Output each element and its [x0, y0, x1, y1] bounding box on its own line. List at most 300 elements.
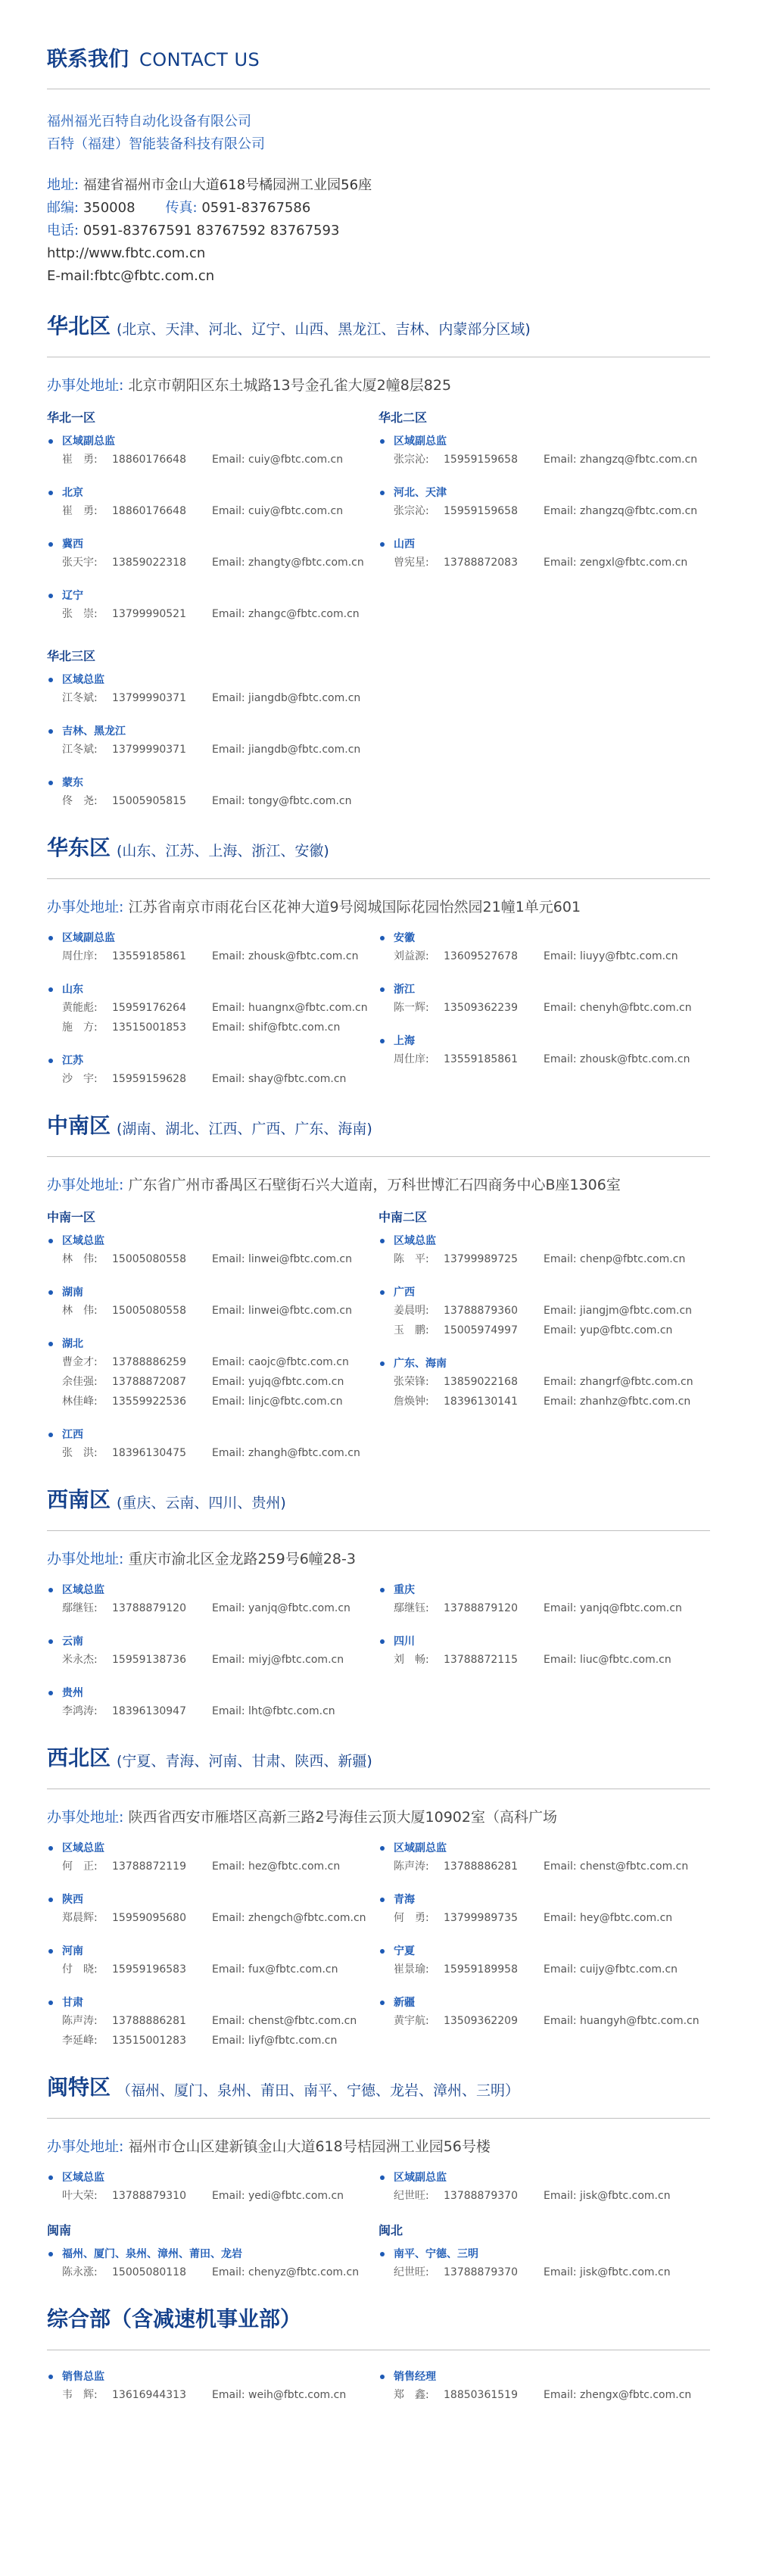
- person-phone: 13788879120: [444, 1602, 518, 1614]
- area-title: 重庆: [378, 1582, 710, 1598]
- person-phone: 15959196583: [112, 1963, 186, 1976]
- contact-entry: [378, 981, 710, 1018]
- contact-entry: [47, 2246, 378, 2282]
- person-email[interactable]: Email: miyj@fbtc.com.cn: [212, 1654, 344, 1666]
- person-row: [47, 2263, 378, 2282]
- person-name: 付 晓:: [62, 1963, 98, 1976]
- person-name: 曹金才:: [62, 1356, 98, 1368]
- person-row: [378, 1321, 710, 1340]
- person-row: [47, 2011, 378, 2031]
- person-phone: 13799989735: [444, 1912, 518, 1924]
- person-row: [378, 1908, 710, 1928]
- person-email[interactable]: Email: huangnx@fbtc.com.cn: [212, 1002, 368, 1014]
- contact-entry: [47, 672, 378, 708]
- postcode-label: 邮编:: [47, 200, 79, 216]
- person-email[interactable]: Email: jiangdb@fbtc.com.cn: [212, 692, 361, 704]
- area-title: 贵州: [47, 1685, 378, 1701]
- contact-entry: [47, 433, 378, 469]
- person-row: [378, 2011, 710, 2031]
- person-phone: 15005974997: [444, 1324, 518, 1336]
- person-email[interactable]: Email: linjc@fbtc.com.cn: [212, 1396, 343, 1408]
- area-title: 区域副总监: [47, 433, 378, 450]
- region-name: 综合部（含减速机事业部）: [47, 2306, 302, 2331]
- person-phone: 13859022168: [444, 1376, 518, 1388]
- contact-entry: [47, 1284, 378, 1321]
- person-name: 鄢继钰:: [394, 1602, 429, 1614]
- subregion-title: 闽南: [47, 2223, 72, 2238]
- contact-entry: [47, 485, 378, 521]
- area-title: 湖北: [47, 1336, 378, 1352]
- area-title: 区域副总监: [378, 433, 710, 450]
- region-provinces: (重庆、云南、四川、贵州): [117, 1495, 286, 1511]
- contact-entry: [47, 1233, 378, 1269]
- person-email[interactable]: Email: caojc@fbtc.com.cn: [212, 1356, 349, 1368]
- contact-entry: [47, 981, 378, 1037]
- person-phone: 15959189958: [444, 1963, 518, 1976]
- person-phone: 13788879370: [444, 2190, 518, 2202]
- person-email[interactable]: Email: liuyy@fbtc.com.cn: [544, 950, 678, 962]
- person-email[interactable]: Email: lht@fbtc.com.cn: [212, 1705, 335, 1717]
- person-name: 崔景瑜:: [394, 1963, 429, 1976]
- company-names: [47, 111, 710, 156]
- person-name: 黄宇航:: [394, 2015, 429, 2027]
- person-email[interactable]: Email: shay@fbtc.com.cn: [212, 1073, 347, 1085]
- person-name: 张宗沁:: [394, 454, 429, 466]
- person-email[interactable]: Email: jisk@fbtc.com.cn: [544, 2190, 671, 2202]
- contact-entry: [378, 1891, 710, 1928]
- region-zonghe: [47, 2297, 710, 2420]
- region-name: 西北区: [47, 1745, 111, 1770]
- person-email[interactable]: Email: zhengx@fbtc.com.cn: [544, 2389, 692, 2401]
- person-name: 鄢继钰:: [62, 1602, 98, 1614]
- person-row: [47, 2385, 378, 2405]
- person-phone: 18860176648: [112, 454, 186, 466]
- person-row: [378, 947, 710, 966]
- area-title: 河北、天津: [378, 485, 710, 501]
- person-phone: 13616944313: [112, 2389, 186, 2401]
- area-title: 新疆: [378, 1994, 710, 2011]
- person-phone: 13559185861: [112, 950, 186, 962]
- person-email[interactable]: Email: liyf@fbtc.com.cn: [212, 2035, 338, 2047]
- person-email[interactable]: Email: yujq@fbtc.com.cn: [212, 1376, 344, 1388]
- person-phone: 15005080558: [112, 1253, 186, 1265]
- person-row: [47, 1069, 378, 1089]
- website-link[interactable]: http://www.fbtc.com.cn: [47, 245, 206, 261]
- person-email[interactable]: Email: zhangty@fbtc.com.cn: [212, 557, 364, 569]
- person-row: [47, 2031, 378, 2051]
- person-row: [47, 1352, 378, 1372]
- area-title: 销售总监: [47, 2369, 378, 2385]
- region-xinan: [47, 1478, 710, 1736]
- person-name: 施 方:: [62, 1021, 98, 1034]
- person-name: 崔 勇:: [62, 505, 98, 517]
- person-email[interactable]: Email: zhangh@fbtc.com.cn: [212, 1447, 360, 1459]
- person-phone: 13788886259: [112, 1356, 186, 1368]
- person-phone: 13799989725: [444, 1253, 518, 1265]
- contact-entry: [47, 1943, 378, 1979]
- subregion-title: 华北三区: [47, 649, 96, 663]
- person-phone: 15959159658: [444, 454, 518, 466]
- person-phone: 15005905815: [112, 795, 186, 807]
- area-title: 蒙东: [47, 775, 378, 791]
- person-name: 张天宇:: [62, 557, 98, 569]
- contact-entry: [378, 1633, 710, 1670]
- person-row: [378, 1650, 710, 1670]
- person-name: 崔 勇:: [62, 454, 98, 466]
- contact-entry: [47, 1840, 378, 1876]
- person-row: [47, 688, 378, 708]
- area-title: 安徽: [378, 930, 710, 947]
- contact-entry: [47, 775, 378, 811]
- person-email[interactable]: Email: zhanhz@fbtc.com.cn: [544, 1396, 691, 1408]
- office-label: 办事处地址:: [47, 1177, 124, 1193]
- region-name: 华北区: [47, 313, 111, 338]
- fax-label: 传真:: [165, 200, 198, 216]
- person-phone: 13788886281: [444, 1860, 518, 1873]
- person-phone: 15005080558: [112, 1305, 186, 1317]
- person-row: [378, 450, 710, 469]
- person-name: 周仕庠:: [62, 950, 98, 962]
- area-title: 广西: [378, 1284, 710, 1301]
- contact-entry: [378, 1233, 710, 1269]
- person-phone: 13859022318: [112, 557, 186, 569]
- person-row: [47, 2186, 378, 2206]
- person-email[interactable]: Email: tongy@fbtc.com.cn: [212, 795, 352, 807]
- person-row: [47, 1443, 378, 1463]
- region-name: 西南区: [47, 1487, 111, 1512]
- person-name: 黄能彪:: [62, 1002, 98, 1014]
- person-row: [378, 2263, 710, 2282]
- person-name: 佟 尧:: [62, 795, 98, 807]
- office-address: 北京市朝阳区东土城路13号金孔雀大厦2幢8层825: [128, 377, 452, 394]
- person-email[interactable]: Email: jiangjm@fbtc.com.cn: [544, 1305, 693, 1317]
- person-email[interactable]: Email: zhousk@fbtc.com.cn: [212, 950, 359, 962]
- person-row: [378, 553, 710, 572]
- contact-entry: [378, 1840, 710, 1876]
- office-label: 办事处地址:: [47, 2138, 124, 2155]
- contact-entry: [378, 1582, 710, 1618]
- person-row: [378, 1372, 710, 1392]
- person-email[interactable]: Email: hey@fbtc.com.cn: [544, 1912, 673, 1924]
- person-name: 韦 辉:: [62, 2389, 98, 2401]
- area-title: 区域副总监: [378, 2169, 710, 2186]
- person-row: [378, 2385, 710, 2405]
- person-phone: 15959159658: [444, 505, 518, 517]
- contact-entry: [47, 536, 378, 572]
- person-phone: 13799990521: [112, 608, 186, 620]
- person-phone: 13788886281: [112, 2015, 186, 2027]
- person-email[interactable]: Email: huangyh@fbtc.com.cn: [544, 2015, 699, 2027]
- person-email[interactable]: Email: hez@fbtc.com.cn: [212, 1860, 341, 1873]
- subregion-title: 中南一区: [47, 1210, 96, 1224]
- person-email[interactable]: Email: weih@fbtc.com.cn: [212, 2389, 347, 2401]
- person-email[interactable]: Email: cuiy@fbtc.com.cn: [212, 505, 344, 517]
- person-row: [47, 1018, 378, 1037]
- person-email[interactable]: Email: chenst@fbtc.com.cn: [212, 2015, 357, 2027]
- person-name: 刘益源:: [394, 950, 429, 962]
- contact-entry: [47, 1427, 378, 1463]
- person-email[interactable]: Email: zhangzq@fbtc.com.cn: [544, 505, 698, 517]
- person-name: 郑晨辉:: [62, 1912, 98, 1924]
- person-row: [378, 1960, 710, 1979]
- person-name: 沙 宇:: [62, 1073, 98, 1085]
- region-xibei: [47, 1736, 710, 2066]
- person-name: 江冬斌:: [62, 692, 98, 704]
- person-phone: 15959176264: [112, 1002, 186, 1014]
- person-email[interactable]: Email: zhousk@fbtc.com.cn: [544, 1053, 690, 1065]
- person-name: 米永杰:: [62, 1654, 98, 1666]
- person-phone: 13788879120: [112, 1602, 186, 1614]
- area-title: 南平、宁德、三明: [378, 2246, 710, 2263]
- person-phone: 13559185861: [444, 1053, 518, 1065]
- person-phone: 13799990371: [112, 744, 186, 756]
- area-title: 陕西: [47, 1891, 378, 1908]
- person-email[interactable]: Email: linwei@fbtc.com.cn: [212, 1253, 352, 1265]
- person-email[interactable]: Email: yedi@fbtc.com.cn: [212, 2190, 344, 2202]
- contact-entry: [378, 1943, 710, 1979]
- office-address: 广东省广州市番禺区石壁街石兴大道南，万科世博汇石四商务中心B座1306室: [128, 1177, 621, 1193]
- subregion-title: 华北二区: [378, 410, 428, 425]
- person-phone: 13509362209: [444, 2015, 518, 2027]
- person-phone: 13788872083: [444, 557, 518, 569]
- person-email[interactable]: Email: jiangdb@fbtc.com.cn: [212, 744, 361, 756]
- area-title: 青海: [378, 1891, 710, 1908]
- person-email[interactable]: Email: yanjq@fbtc.com.cn: [212, 1602, 350, 1614]
- person-name: 刘 畅:: [394, 1654, 429, 1666]
- region-minnan: [47, 2066, 710, 2297]
- person-email[interactable]: Email: zhangrf@fbtc.com.cn: [544, 1376, 693, 1388]
- contact-entry: [47, 723, 378, 759]
- area-title: 山东: [47, 981, 378, 998]
- person-email[interactable]: Email: zhengch@fbtc.com.cn: [212, 1912, 366, 1924]
- area-title: 区域总监: [47, 1840, 378, 1857]
- contact-entry: [378, 1355, 710, 1411]
- person-phone: 15959095680: [112, 1912, 186, 1924]
- person-row: [378, 1049, 710, 1069]
- person-name: 叶大荣:: [62, 2190, 98, 2202]
- person-email[interactable]: Email: yup@fbtc.com.cn: [544, 1324, 673, 1336]
- person-name: 江冬斌:: [62, 744, 98, 756]
- area-title: 福州、厦门、泉州、漳州、莆田、龙岩: [47, 2246, 378, 2263]
- region-huabei: [47, 304, 710, 826]
- region-huadong: [47, 826, 710, 1104]
- person-email[interactable]: Email: chenst@fbtc.com.cn: [544, 1860, 689, 1873]
- person-name: 林佳峰:: [62, 1396, 98, 1408]
- person-name: 詹焕钟:: [394, 1396, 429, 1408]
- subregion-title: 闽北: [378, 2223, 403, 2238]
- person-email[interactable]: Email: jisk@fbtc.com.cn: [544, 2266, 671, 2278]
- office-label: 办事处地址:: [47, 899, 124, 915]
- person-row: [378, 2186, 710, 2206]
- area-title: 山西: [378, 536, 710, 553]
- area-title: 区域总监: [47, 1582, 378, 1598]
- contact-entry: [378, 433, 710, 469]
- fax: 0591-83767586: [201, 200, 311, 216]
- area-title: 江苏: [47, 1053, 378, 1069]
- office-label: 办事处地址:: [47, 377, 124, 394]
- person-phone: 15959159628: [112, 1073, 186, 1085]
- person-name: 李延峰:: [62, 2035, 98, 2047]
- region-name: 闽特区: [47, 2075, 111, 2100]
- person-phone: 13788872087: [112, 1376, 186, 1388]
- area-title: 云南: [47, 1633, 378, 1650]
- area-title: 四川: [378, 1633, 710, 1650]
- person-row: [47, 604, 378, 624]
- person-phone: 13509362239: [444, 1002, 518, 1014]
- person-row: [47, 1908, 378, 1928]
- postcode: 350008: [83, 200, 136, 216]
- phone-label: 电话:: [47, 223, 79, 239]
- person-row: [47, 791, 378, 811]
- area-title: 区域总监: [47, 2169, 378, 2186]
- person-email[interactable]: Email: chenp@fbtc.com.cn: [544, 1253, 686, 1265]
- subregion-title: 华北一区: [47, 410, 96, 425]
- person-email[interactable]: Email: zhangzq@fbtc.com.cn: [544, 454, 698, 466]
- person-row: [378, 998, 710, 1018]
- person-phone: 18860176648: [112, 505, 186, 517]
- area-title: 销售经理: [378, 2369, 710, 2385]
- region-provinces: (湖南、湖北、江西、广西、广东、海南): [117, 1121, 372, 1137]
- person-name: 姜晨明:: [394, 1305, 429, 1317]
- contact-entry: [378, 485, 710, 521]
- address: 福建省福州市金山大道618号橘园洲工业园56座: [83, 177, 372, 193]
- person-name: 余佳强:: [62, 1376, 98, 1388]
- person-row: [378, 1249, 710, 1269]
- person-email[interactable]: Email: cuiy@fbtc.com.cn: [212, 454, 344, 466]
- person-name: 林 伟:: [62, 1305, 98, 1317]
- area-title: 区域总监: [47, 1233, 378, 1249]
- person-name: 张荣锋:: [394, 1376, 429, 1388]
- person-email[interactable]: Email: cuijy@fbtc.com.cn: [544, 1963, 678, 1976]
- area-title: 河南: [47, 1943, 378, 1960]
- contact-entry: [47, 1685, 378, 1721]
- region-zhongnan: [47, 1104, 710, 1478]
- region-provinces: (宁夏、青海、河南、甘肃、陕西、新疆): [117, 1753, 372, 1770]
- person-row: [47, 1301, 378, 1321]
- email-link[interactable]: E-mail:fbtc@fbtc.com.cn: [47, 268, 215, 284]
- person-phone: 13515001853: [112, 1021, 186, 1034]
- person-row: [378, 1301, 710, 1321]
- contact-entry: [378, 2369, 710, 2405]
- person-email[interactable]: Email: shif@fbtc.com.cn: [212, 1021, 341, 1034]
- person-row: [47, 998, 378, 1018]
- person-row: [47, 1598, 378, 1618]
- contact-entry: [47, 1582, 378, 1618]
- person-name: 纪世旺:: [394, 2266, 429, 2278]
- person-email[interactable]: Email: zengxl@fbtc.com.cn: [544, 557, 688, 569]
- person-email[interactable]: Email: linwei@fbtc.com.cn: [212, 1305, 352, 1317]
- area-title: 江西: [47, 1427, 378, 1443]
- person-name: 陈 平:: [394, 1253, 429, 1265]
- person-email[interactable]: Email: fux@fbtc.com.cn: [212, 1963, 338, 1976]
- contact-entry: [378, 1033, 710, 1069]
- company-name: 百特（福建）智能装备科技有限公司: [47, 136, 265, 152]
- area-title: 冀西: [47, 536, 378, 553]
- title-cn: 联系我们: [47, 48, 129, 71]
- contact-entry: [47, 1633, 378, 1670]
- person-phone: 15005080118: [112, 2266, 186, 2278]
- person-phone: 13609527678: [444, 950, 518, 962]
- person-name: 张 洪:: [62, 1447, 98, 1459]
- area-title: 北京: [47, 485, 378, 501]
- person-phone: 13788872119: [112, 1860, 186, 1873]
- region-provinces: (山东、江苏、上海、浙江、安徽): [117, 843, 329, 859]
- person-email[interactable]: Email: chenyz@fbtc.com.cn: [212, 2266, 360, 2278]
- area-title: 区域副总监: [47, 930, 378, 947]
- title-en: CONTACT US: [139, 49, 260, 70]
- person-name: 李鸿涛:: [62, 1705, 98, 1717]
- person-name: 纪世旺:: [394, 2190, 429, 2202]
- person-name: 陈声涛:: [394, 1860, 429, 1873]
- person-phone: 13788872115: [444, 1654, 518, 1666]
- contact-entry: [47, 2369, 378, 2405]
- person-row: [47, 947, 378, 966]
- person-email[interactable]: Email: chenyh@fbtc.com.cn: [544, 1002, 692, 1014]
- office-label: 办事处地址:: [47, 1809, 124, 1826]
- person-name: 张宗沁:: [394, 505, 429, 517]
- person-row: [378, 1392, 710, 1411]
- person-email[interactable]: Email: zhangc@fbtc.com.cn: [212, 608, 360, 620]
- person-row: [47, 1701, 378, 1721]
- phone: 0591-83767591 83767592 83767593: [83, 223, 340, 239]
- area-title: 甘肃: [47, 1994, 378, 2011]
- person-phone: 18850361519: [444, 2389, 518, 2401]
- person-name: 郑 鑫:: [394, 2389, 429, 2401]
- person-phone: 13788879370: [444, 2266, 518, 2278]
- person-row: [47, 1960, 378, 1979]
- person-name: 陈永涨:: [62, 2266, 98, 2278]
- person-name: 张 崇:: [62, 608, 98, 620]
- contact-entry: [378, 2169, 710, 2206]
- person-row: [378, 1857, 710, 1876]
- person-name: 陈声涛:: [62, 2015, 98, 2027]
- person-row: [47, 1650, 378, 1670]
- area-title: 浙江: [378, 981, 710, 998]
- person-email[interactable]: Email: liuc@fbtc.com.cn: [544, 1654, 671, 1666]
- person-phone: 13515001283: [112, 2035, 186, 2047]
- office-address: 江苏省南京市雨花台区花神大道9号阅城国际花园怡然园21幢1单元601: [128, 899, 581, 915]
- region-provinces: (北京、天津、河北、辽宁、山西、黑龙江、吉林、内蒙部分区域): [117, 321, 531, 338]
- area-title: 辽宁: [47, 588, 378, 604]
- office-label: 办事处地址:: [47, 1551, 124, 1567]
- contact-entry: [378, 1284, 710, 1340]
- person-phone: 13788879310: [112, 2190, 186, 2202]
- region-name: 华东区: [47, 835, 111, 860]
- person-row: [47, 1392, 378, 1411]
- person-row: [47, 450, 378, 469]
- person-row: [378, 501, 710, 521]
- area-title: 湖南: [47, 1284, 378, 1301]
- contact-entry: [47, 1891, 378, 1928]
- contact-entry: [378, 2246, 710, 2282]
- area-title: 吉林、黑龙江: [47, 723, 378, 740]
- region-name: 中南区: [47, 1113, 111, 1138]
- area-title: 宁夏: [378, 1943, 710, 1960]
- contact-entry: [378, 1994, 710, 2031]
- person-row: [47, 553, 378, 572]
- person-phone: 18396130475: [112, 1447, 186, 1459]
- company-name: 福州福光百特自动化设备有限公司: [47, 114, 251, 129]
- contact-entry: [378, 536, 710, 572]
- office-address: 陕西省西安市雁塔区高新三路2号海佳云顶大厦10902室（高科广场: [128, 1809, 557, 1826]
- person-phone: 18396130947: [112, 1705, 186, 1717]
- office-address: 福州市仓山区建新镇金山大道618号桔园洲工业园56号楼: [128, 2138, 491, 2155]
- person-email[interactable]: Email: yanjq@fbtc.com.cn: [544, 1602, 682, 1614]
- subregion-title: 中南二区: [378, 1210, 428, 1224]
- region-provinces: （福州、厦门、泉州、莆田、南平、宁德、龙岩、漳州、三明）: [117, 2082, 520, 2099]
- person-name: 陈一辉:: [394, 1002, 429, 1014]
- area-title: 区域总监: [378, 1233, 710, 1249]
